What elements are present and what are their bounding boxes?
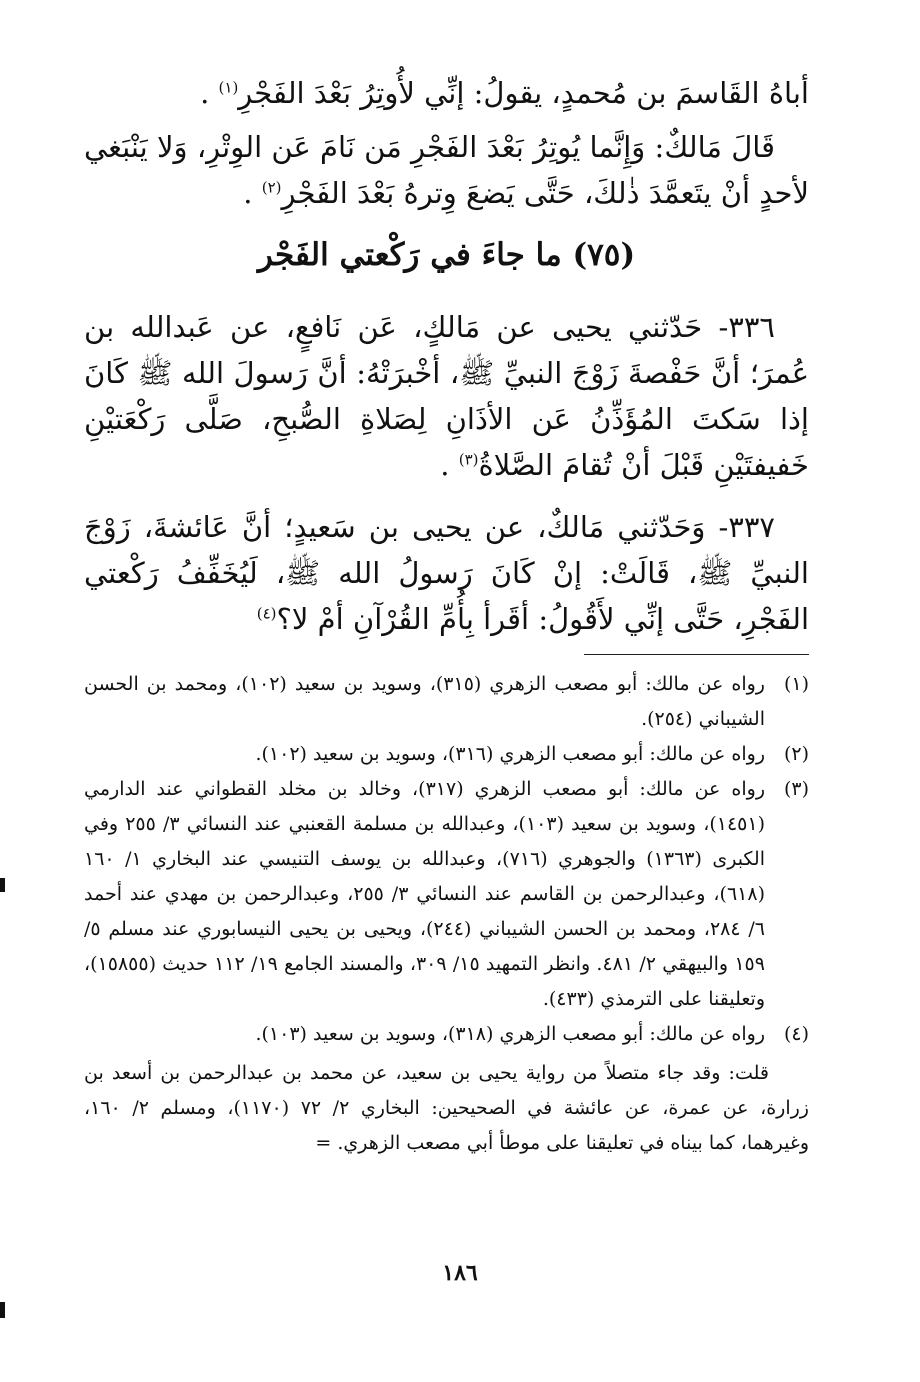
- footnote-ref-4[interactable]: (٤): [256, 604, 277, 623]
- footnote-text: رواه عن مالك: أبو مصعب الزهري (٣١٦)، وسويد بن سعيد (١٠٢).: [255, 743, 765, 765]
- footnote-text: رواه عن مالك: أبو مصعب الزهري (٣١٨)، وسويد بن سعيد (١٠٣).: [255, 1023, 765, 1045]
- scan-mark-bottom: [0, 1302, 5, 1318]
- hadith-336: [84, 304, 809, 488]
- footnote-number: (٤): [783, 1023, 809, 1045]
- footnote-4: [84, 1017, 809, 1052]
- hadith-337-number: ٣٣٧-: [718, 510, 775, 544]
- text-line-1: [84, 70, 809, 116]
- footnote-separator: [584, 654, 809, 655]
- footnote-number: (٣): [783, 778, 809, 800]
- text-line-1-content: أباهُ القَاسمَ بن مُحمدٍ، يقولُ: إنِّي لأُوتِرُ بَعْدَ الفَجْرِ: [238, 76, 809, 110]
- malik-comment: [84, 124, 809, 216]
- page-number: ١٨٦: [442, 1260, 478, 1286]
- hadith-336-number: ٣٣٦-: [718, 310, 776, 344]
- main-text: [84, 70, 809, 642]
- hadith-337: [84, 504, 809, 642]
- footnote-ref-1[interactable]: (١): [218, 78, 239, 97]
- footnote-text: رواه عن مالك: أبو مصعب الزهري (٣١٧)، وخالد بن مخلد القطواني عند الدارمي (١٤٥١)، وسويد بن سعيد (١٠٣)، وعبدالله بن مسلمة القعنبي عند النسائي ٣/ ٢٥٥ وفي الكبرى (١٣٦٣) والجوهري (٧١٦)، وعبدالله بن يوسف التنيسي عند البخاري ١/ ١٦٠ (٦١٨)، وعبدالرحمن بن القاسم عند النسائي ٣/ ٢٥٥، وعبدالرحمن بن مهدي عند أحمد ٦/ ٢٨٤، ومحمد بن الحسن الشيباني (٢٤٤)، ويحيى بن يحيى النيسابوري عند مسلم ٥/ ١٥٩ والبيهقي ٢/ ٤٨١. وانظر التمهيد ١٥/ ٣٠٩، والمسند الجامع ١٩/ ١١٢ حديث (١٥٨٥٥)، وتعليقنا على الترمذي (٤٣٣).: [84, 778, 765, 1010]
- footnote-note: قلت: وقد جاء متصلاً من رواية يحيى بن سعيد، عن محمد بن عبدالرحمن بن أسعد بن زرارة، عن عمرة، عن عائشة في الصحيحين: البخاري ٢/ ٧٢ (١١٧٠)، ومسلم ٢/ ١٦٠، وغيرهما، كما بيناه في تعليقنا على موطأ أبي مصعب الزهري. =: [84, 1062, 809, 1154]
- footnote-3: [84, 772, 809, 1017]
- page-content: [84, 70, 809, 1161]
- line-end-1: .: [200, 76, 219, 110]
- footnote-ref-3[interactable]: (٣): [458, 450, 479, 469]
- line-end-3: .: [440, 448, 459, 482]
- footnote-1: [84, 667, 809, 737]
- footnote-text: رواه عن مالك: أبو مصعب الزهري (٣١٥)، وسويد بن سعيد (١٠٢)، ومحمد بن الحسن الشيباني (٢٥٤).: [84, 673, 765, 730]
- chapter-heading: (٧٥) ما جاءَ في رَكْعتي الفَجْر: [257, 237, 636, 273]
- footnote-2: [84, 737, 809, 772]
- scan-mark-top: [0, 878, 5, 892]
- line-end-2: .: [243, 176, 262, 210]
- footnote-number: (١): [783, 673, 809, 695]
- hadith-336-text: حَدّثني يحيى عن مَالكٍ، عَن نَافعٍ، عن عَبدالله بن عُمرَ؛ أنَّ حَفْصةَ زَوْجَ النبيِّ ﷺ، أخْبرَتْهُ: أنَّ رَسولَ الله ﷺ كَانَ إذا سَكتَ المُؤَذِّنُ عَن الأذَانِ لِصَلاةِ الصُّبحِ، صَلَّى رَكْعَتيْنِ خَفيفتَيْنِ قَبْلَ أنْ تُقامَ الصَّلاةُ: [84, 310, 809, 482]
- malik-comment-text: قَالَ مَالكٌ: وَإِنَّما يُوتِرُ بَعْدَ الفَجْرِ مَن نَامَ عَن الوِتْرِ، وَلا يَنْبَغي لأحدٍ أنْ يتَعمَّدَ ذٰلكَ، حَتَّى يَضعَ وِترهُ بَعْدَ الفَجْرِ: [84, 130, 809, 210]
- footnote-number: (٢): [783, 743, 809, 765]
- footnote-ref-2[interactable]: (٢): [261, 178, 282, 197]
- hadith-337-text: وَحَدّثني مَالكٌ، عن يحيى بن سَعيدٍ؛ أنَّ عَائشةَ، زَوْجَ النبيِّ ﷺ، قَالَتْ: إنْ كَانَ رَسولُ الله ﷺ، لَيُخَفِّفُ رَكْعتي الفَجْرِ، حَتَّى إنِّي لأَقُولُ: أقَرأ بِأُمِّ القُرْآنِ أمْ لا؟: [84, 510, 809, 636]
- footnotes: [84, 667, 809, 1161]
